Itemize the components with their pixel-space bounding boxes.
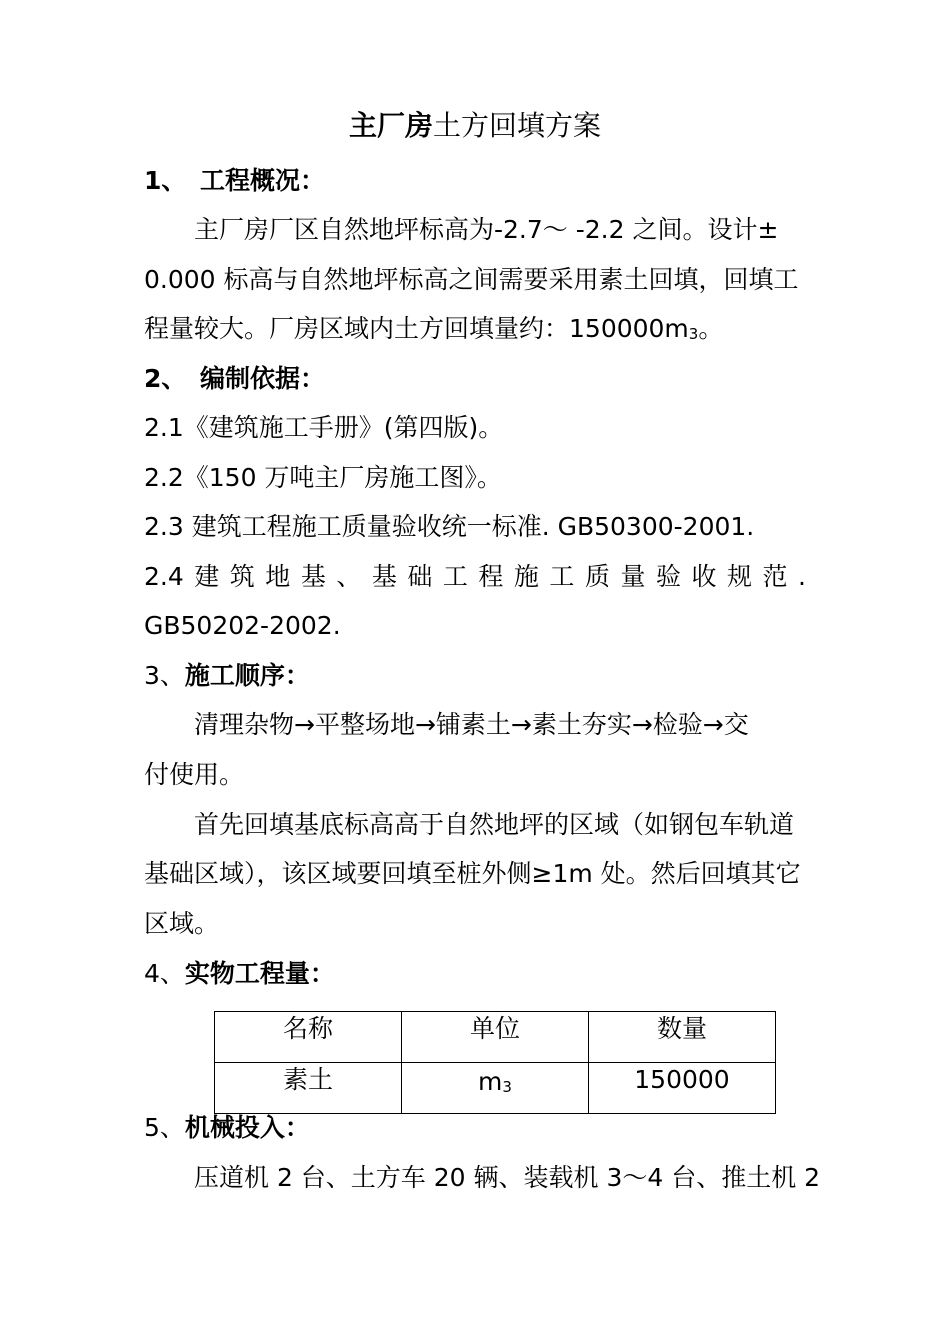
- section-3-text-line-3: 首先回填基底标高高于自然地坪的区域（如钢包车轨道: [194, 810, 795, 839]
- section-5-heading: 5、机械投入：: [144, 1113, 310, 1142]
- section-5-text-line-1: 压道机 2 台、土方车 20 辆、装载机 3～4 台、推土机 2: [194, 1163, 821, 1192]
- reference-2-4-char: 础: [407, 562, 433, 591]
- reference-2-4-char: 建: [194, 562, 220, 591]
- section-1-heading: 1、 工程概况：: [144, 166, 326, 195]
- section-3-heading: 3、施工顺序：: [144, 661, 310, 690]
- reference-2-4: [144, 560, 806, 594]
- reference-2-4-char: 2.4: [144, 562, 184, 591]
- reference-2-4-char: 规: [727, 562, 753, 591]
- reference-2-4-char: 、: [336, 562, 362, 591]
- reference-2-4-char: 基: [371, 562, 397, 591]
- reference-2-4-char: 工: [549, 562, 575, 591]
- title-bold-part: 主厂房: [348, 109, 433, 142]
- section-3-text-line-5: 区域。: [144, 909, 220, 938]
- section-3-text-line-1: 清理杂物→平整场地→铺素土→素土夯实→检验→交: [194, 710, 749, 739]
- table-cell-quantity: 150000: [589, 1063, 776, 1114]
- reference-2-4-char: 质: [584, 562, 610, 591]
- reference-2-4-char: .: [798, 562, 806, 591]
- reference-2-3: 2.3 建筑工程施工质量验收统一标准. GB50300-2001.: [144, 512, 755, 541]
- section-1-text-line-2: 0.000 标高与自然地坪标高之间需要采用素土回填，回填工: [144, 265, 799, 294]
- table-header-cell: 数量: [589, 1012, 776, 1063]
- reference-2-4-char: 筑: [229, 562, 255, 591]
- reference-2-4-continued: GB50202-2002.: [144, 611, 341, 640]
- document-title: [0, 106, 950, 146]
- quantity-table: [214, 1011, 776, 1114]
- table-cell-unit: $m_3$: [402, 1063, 589, 1114]
- table-cell-name: 素土: [215, 1063, 402, 1114]
- reference-2-4-char: 地: [265, 562, 291, 591]
- reference-2-1: 2.1《建筑施工手册》(第四版)。: [144, 413, 504, 442]
- reference-2-4-char: 验: [655, 562, 681, 591]
- section-3-text-line-4: 基础区域），该区域要回填至桩外侧≥1m 处。然后回填其它: [144, 859, 801, 888]
- reference-2-2: 2.2《150 万吨主厂房施工图》。: [144, 463, 502, 492]
- reference-2-4-char: 范: [762, 562, 788, 591]
- reference-2-4-char: 量: [620, 562, 646, 591]
- table-header-cell: 单位: [402, 1012, 589, 1063]
- table-row: [215, 1063, 776, 1114]
- table-header-cell: 名称: [215, 1012, 402, 1063]
- section-3-text-line-2: 付使用。: [144, 760, 245, 789]
- reference-2-4-char: 程: [478, 562, 504, 591]
- section-1-text-line-3: 程量较大。厂房区域内土方回填量约：$150000m_3$。: [144, 314, 724, 343]
- title-rest-part: 土方回填方案: [433, 109, 602, 142]
- reference-2-4-char: 基: [300, 562, 326, 591]
- section-2-heading: 2、 编制依据：: [144, 364, 326, 393]
- table-header-row: [215, 1012, 776, 1063]
- section-4-heading: 4、实物工程量：: [144, 959, 335, 988]
- reference-2-4-char: 收: [691, 562, 717, 591]
- reference-2-4-char: 工: [442, 562, 468, 591]
- reference-2-4-char: 施: [513, 562, 539, 591]
- section-1-text-line-1: 主厂房厂区自然地坪标高为-2.7～ -2.2 之间。设计±: [194, 215, 779, 244]
